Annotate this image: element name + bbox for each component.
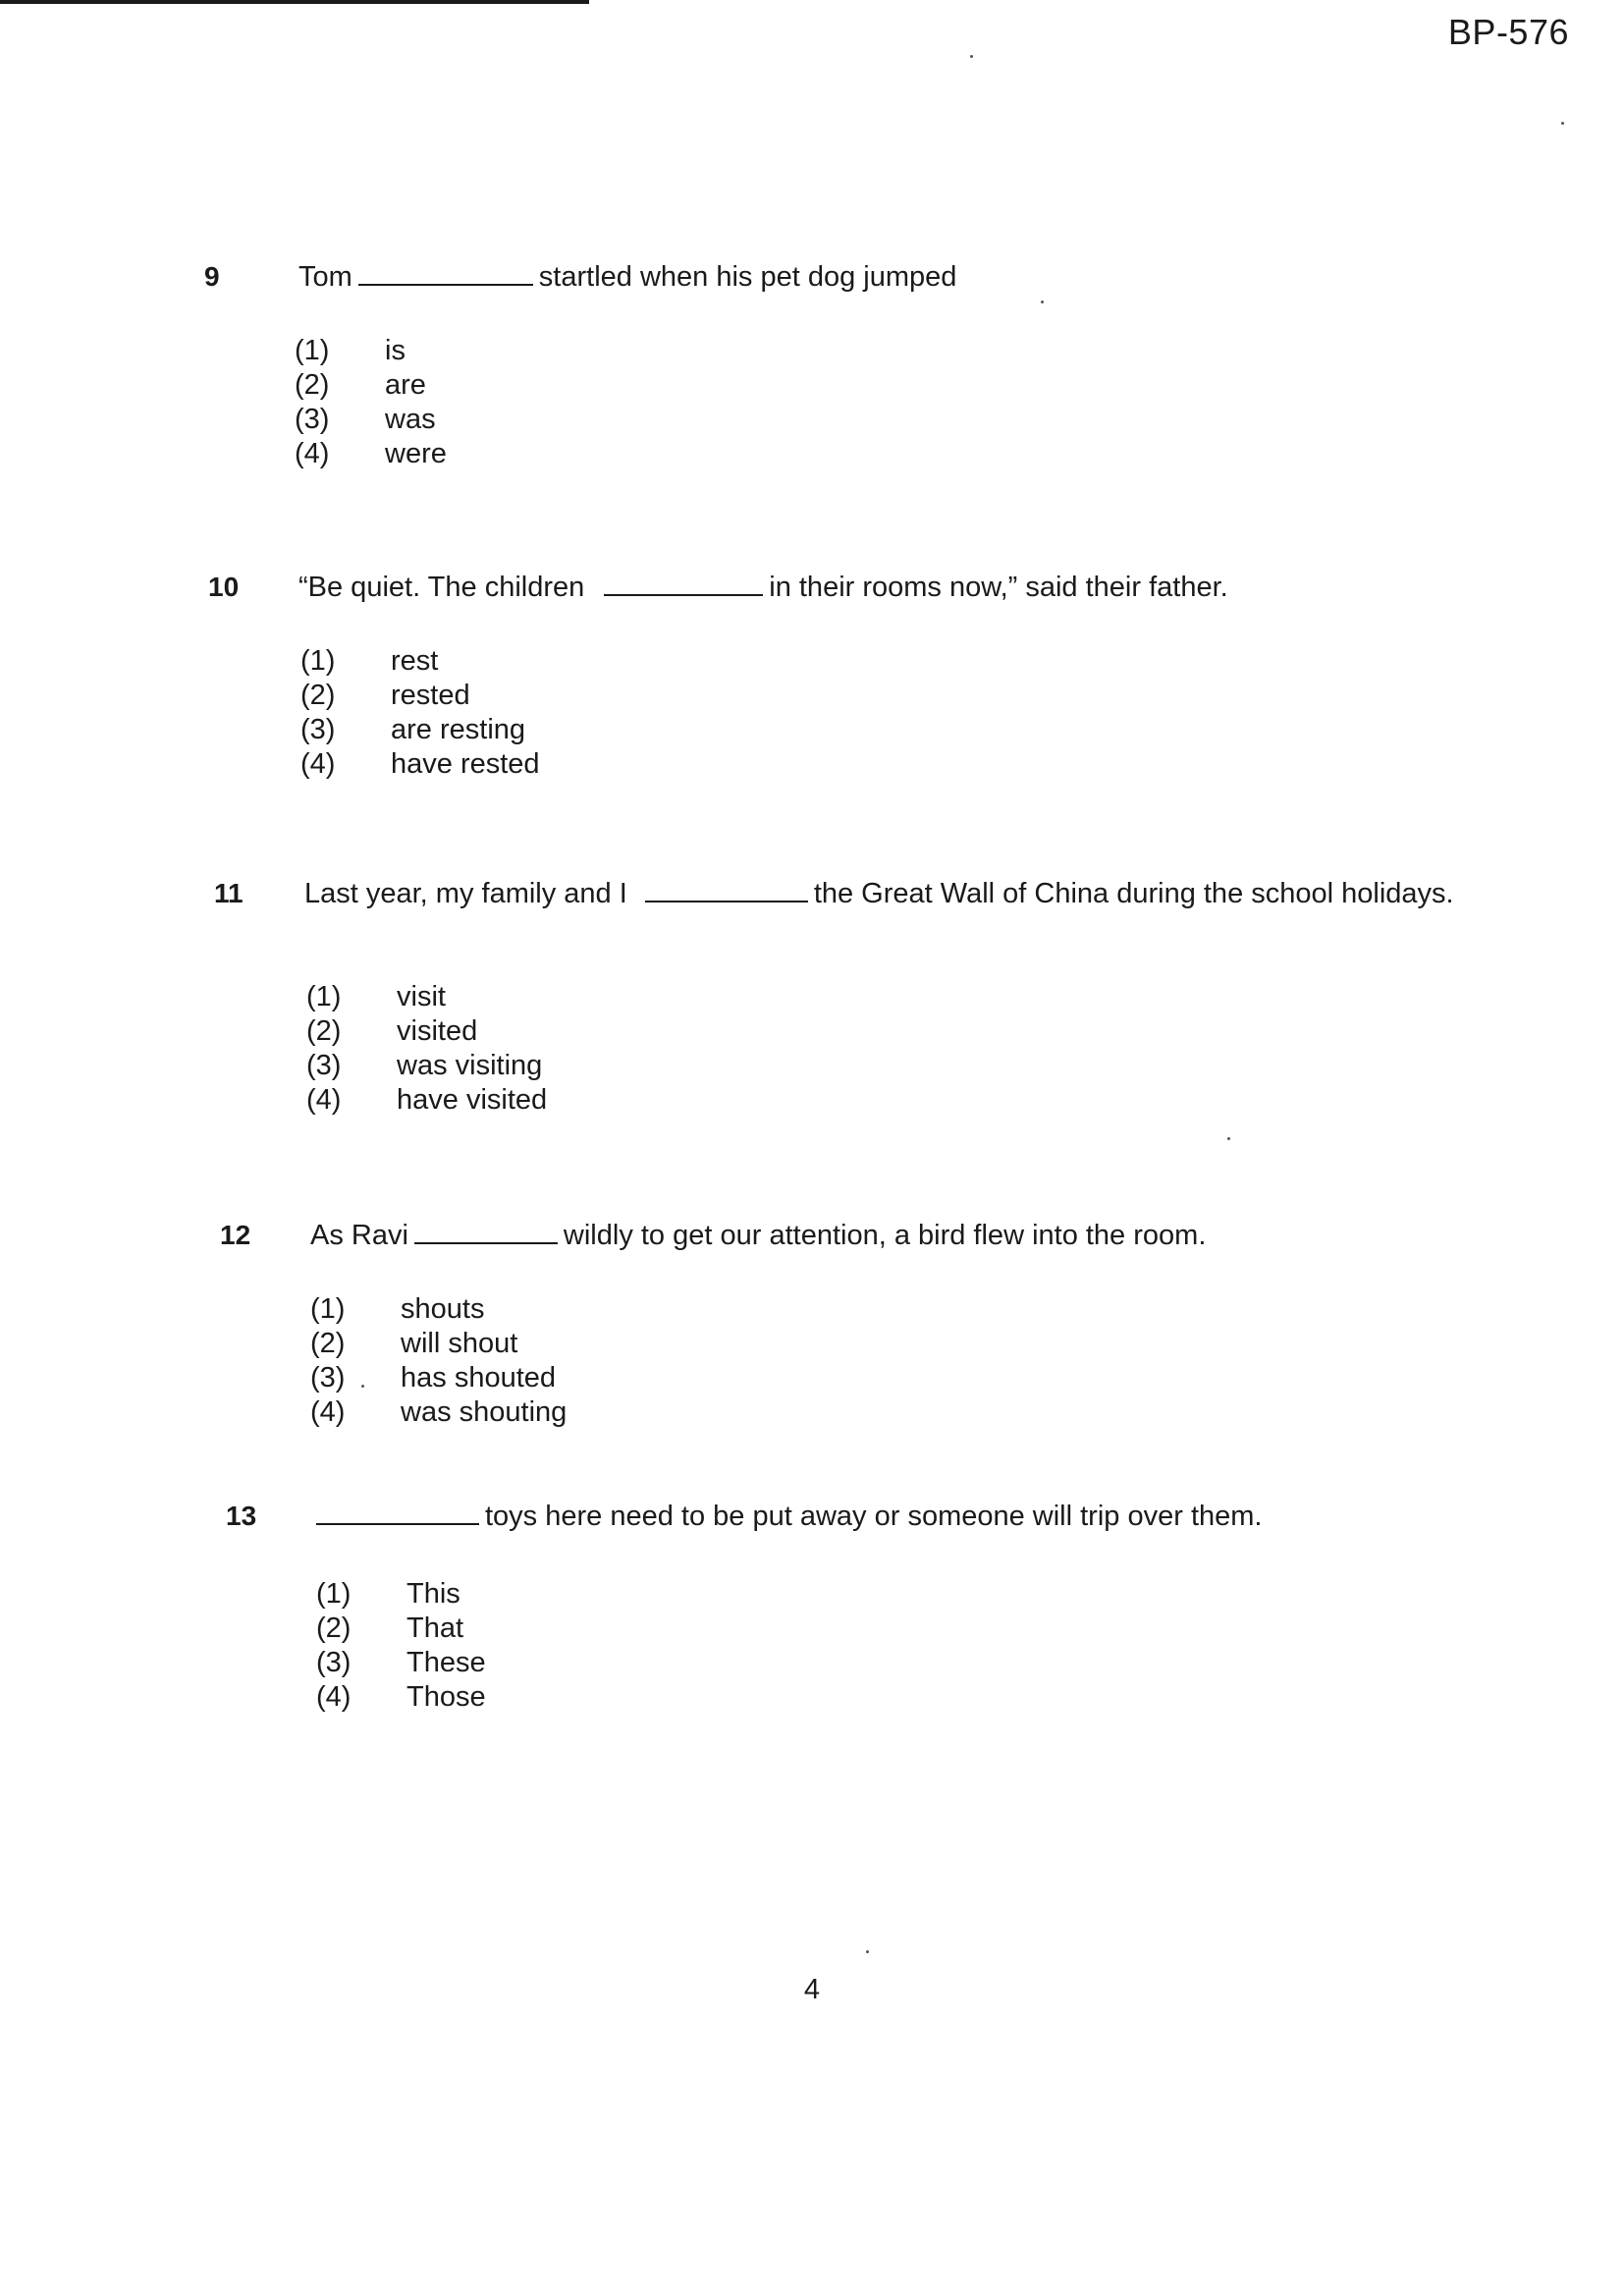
question-number: 13	[226, 1501, 257, 1531]
option-number: (1)	[310, 1293, 346, 1325]
option-text: rested	[391, 680, 470, 711]
option-1[interactable]	[300, 644, 540, 679]
option-3[interactable]	[316, 1646, 486, 1680]
options-list	[310, 1292, 567, 1430]
option-number: (2)	[300, 680, 336, 711]
stem-text-before: Last year, my family and I	[304, 878, 627, 909]
option-2[interactable]	[316, 1612, 486, 1646]
option-text: shouts	[401, 1293, 485, 1325]
option-number: (3)	[316, 1647, 352, 1678]
option-text: was visiting	[397, 1050, 543, 1081]
stem-text-before: “Be quiet. The children	[298, 572, 585, 603]
option-text: was	[385, 404, 436, 435]
option-number: (1)	[306, 981, 342, 1012]
option-text: will shout	[401, 1328, 518, 1359]
option-3[interactable]	[306, 1049, 547, 1083]
option-3[interactable]	[310, 1361, 567, 1395]
options-list	[306, 980, 547, 1118]
option-text: have rested	[391, 748, 540, 780]
options-list	[295, 334, 447, 471]
option-text: have visited	[397, 1084, 548, 1116]
option-text: are resting	[391, 714, 526, 745]
option-number: (1)	[295, 335, 330, 366]
options-list	[300, 644, 540, 782]
option-1[interactable]	[310, 1292, 567, 1327]
option-text: has shouted	[401, 1362, 557, 1394]
option-2[interactable]	[310, 1327, 567, 1361]
option-text: This	[406, 1578, 460, 1610]
question-stem	[316, 1497, 1485, 1536]
question-stem	[298, 568, 1467, 607]
stem-text-before: As Ravi	[310, 1220, 408, 1251]
option-text: rest	[391, 645, 439, 677]
question-stem	[310, 1216, 1479, 1255]
option-number: (3)	[295, 404, 330, 435]
option-number: (2)	[310, 1328, 346, 1359]
option-number: (2)	[316, 1613, 352, 1644]
option-1[interactable]	[306, 980, 547, 1014]
option-text: These	[406, 1647, 486, 1678]
option-text: Those	[406, 1681, 486, 1713]
option-text: was shouting	[401, 1396, 568, 1428]
question-stem	[298, 257, 1467, 297]
option-text: is	[385, 335, 406, 366]
page-number: 4	[803, 1974, 821, 2005]
answer-blank	[358, 258, 533, 286]
paper-code: BP-576	[1447, 12, 1569, 52]
option-number: (4)	[295, 438, 330, 469]
option-2[interactable]	[300, 679, 540, 713]
stem-text-after: in their rooms now,” said their father.	[769, 572, 1228, 603]
option-number: (3)	[310, 1362, 346, 1394]
option-number: (4)	[310, 1396, 346, 1428]
stem-text-after: wildly to get our attention, a bird flew into the room.	[563, 1220, 1207, 1251]
answer-blank	[645, 875, 808, 902]
option-1[interactable]	[295, 334, 447, 368]
stem-text-after: startled when his pet dog jumped	[538, 261, 957, 293]
question-number: 11	[214, 878, 244, 908]
question-number: 10	[208, 572, 240, 602]
scan-speck	[1561, 122, 1564, 125]
option-text: visited	[397, 1015, 478, 1047]
option-number: (4)	[306, 1084, 342, 1116]
option-4[interactable]	[300, 747, 540, 782]
scan-speck	[970, 55, 973, 58]
option-1[interactable]	[316, 1577, 486, 1612]
stem-text-before: Tom	[298, 261, 352, 293]
question-stem	[304, 874, 1461, 913]
option-2[interactable]	[306, 1014, 547, 1049]
answer-blank	[604, 569, 763, 596]
option-3[interactable]	[300, 713, 540, 747]
option-4[interactable]	[295, 437, 447, 471]
answer-blank	[414, 1217, 558, 1244]
option-text: That	[406, 1613, 464, 1644]
option-4[interactable]	[316, 1680, 486, 1715]
option-4[interactable]	[306, 1083, 547, 1118]
scan-speck	[1041, 301, 1044, 303]
option-number: (4)	[316, 1681, 352, 1713]
stem-text-after: the Great Wall of China during the school holidays.	[813, 878, 1454, 909]
option-number: (4)	[300, 748, 336, 780]
option-number: (2)	[295, 369, 330, 401]
option-number: (1)	[316, 1578, 352, 1610]
answer-blank	[316, 1498, 479, 1525]
option-3[interactable]	[295, 403, 447, 437]
option-text: are	[385, 369, 426, 401]
scan-speck	[1227, 1137, 1230, 1140]
option-number: (2)	[306, 1015, 342, 1047]
option-number: (1)	[300, 645, 336, 677]
scan-speck	[866, 1950, 869, 1953]
option-4[interactable]	[310, 1395, 567, 1430]
option-number: (3)	[300, 714, 336, 745]
option-text: were	[385, 438, 447, 469]
options-list	[316, 1577, 486, 1715]
option-2[interactable]	[295, 368, 447, 403]
stem-text-after: toys here need to be put away or someone will trip over them.	[485, 1501, 1263, 1532]
question-number: 9	[204, 261, 220, 292]
option-number: (3)	[306, 1050, 342, 1081]
option-text: visit	[397, 981, 446, 1012]
top-rule	[0, 0, 589, 4]
question-number: 12	[220, 1220, 251, 1250]
